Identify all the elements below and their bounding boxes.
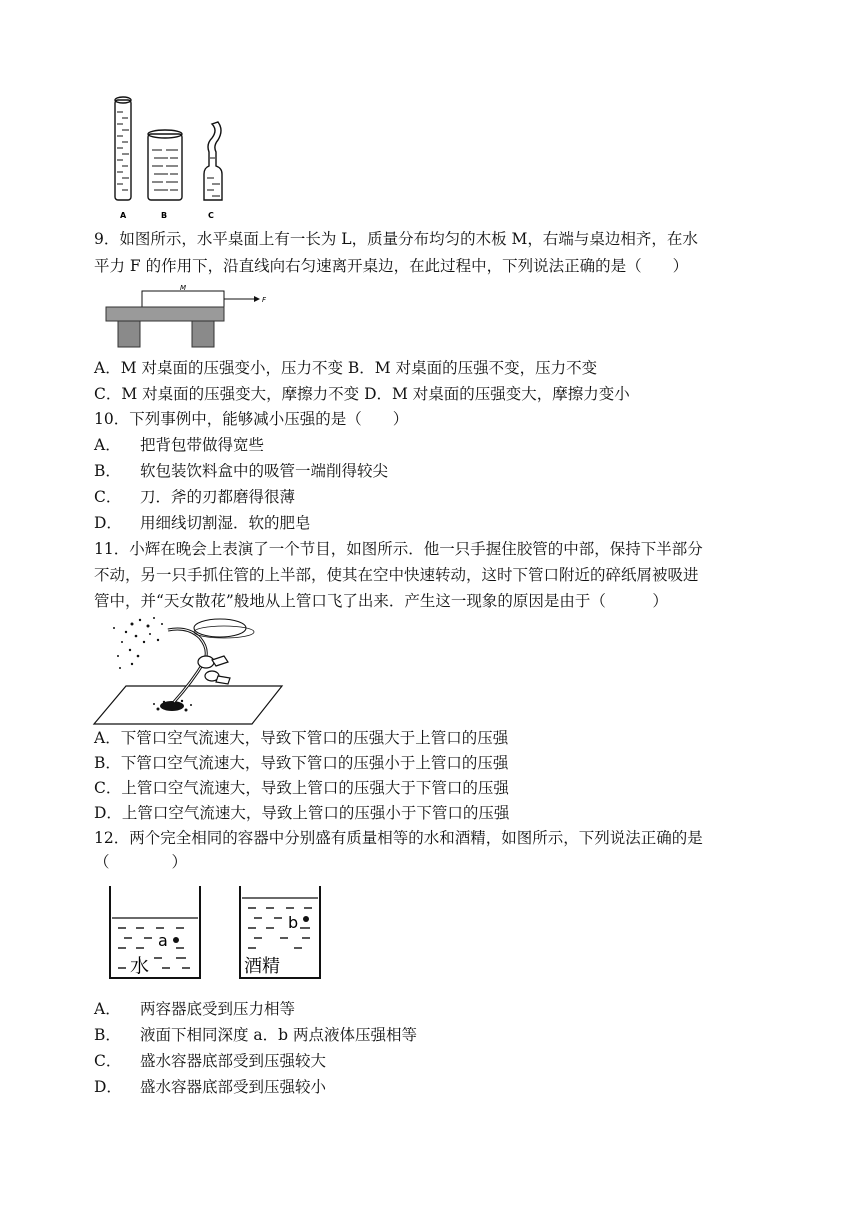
option-text: 两容器底受到压力相等	[140, 1000, 296, 1018]
q10-option-d	[94, 512, 311, 534]
option-text: 用细线切割湿．软的肥皂	[140, 514, 311, 532]
table-top	[106, 307, 224, 321]
option-label: D．	[94, 1078, 122, 1096]
q12-stem-line2: （ ）	[94, 853, 188, 871]
option-text: 把背包带做得宽些	[140, 436, 265, 454]
water-label: 水	[130, 955, 150, 977]
q9-stem-line2: 平力 F 的作用下，沿直线向右匀速离开桌边，在此过程中，下列说法正确的是（ ）	[94, 257, 689, 275]
q11-option-a: A．下管口空气流速大，导致下管口的压强大于上管口的压强	[94, 729, 509, 747]
table-board-figure	[104, 283, 274, 349]
board-m-label: M	[180, 284, 187, 292]
force-label: F	[262, 296, 267, 304]
q11-stem-line1: 11．小辉在晚会上表演了一个节目，如图所示．他一只手握住胶管的中部，保持下半部分	[94, 540, 703, 558]
option-label: B．	[94, 462, 121, 480]
point-b-dot	[303, 916, 309, 922]
tube-label-a: A	[120, 211, 127, 220]
hands	[198, 656, 230, 684]
q10-option-a	[94, 434, 264, 456]
option-label: C．	[94, 488, 122, 506]
q10-stem: 10．下列事例中，能够减小压强的是（ ）	[94, 410, 409, 428]
option-text: 盛水容器底部受到压强较小	[140, 1078, 327, 1096]
option-label: B．	[94, 1026, 121, 1044]
q12-option-d	[94, 1076, 326, 1098]
table-leg-right	[192, 321, 214, 347]
tube-c	[204, 122, 222, 200]
tube-a	[115, 97, 131, 200]
option-label: C．	[94, 1052, 122, 1070]
board-m	[142, 291, 224, 307]
spinning-hose-figure	[92, 612, 284, 726]
water-dashes	[118, 928, 190, 968]
option-text: 刀．斧的刃都磨得很薄	[140, 488, 296, 506]
q9-options-cd: C．M 对桌面的压强变大，摩擦力不变 D．M 对桌面的压强变大，摩擦力变小	[94, 385, 630, 403]
floor-plane	[94, 686, 282, 724]
option-text: 软包装饮料盒中的吸管一端削得较尖	[140, 462, 389, 480]
rotation-swirl-2	[194, 626, 254, 638]
q12-option-b	[94, 1024, 417, 1046]
q11-option-d: D．上管口空气流速大，导致上管口的压强小于下管口的压强	[94, 804, 510, 822]
tubes-figure	[108, 94, 248, 224]
tube-b	[148, 130, 182, 200]
option-text: 盛水容器底部受到压强较大	[140, 1052, 327, 1070]
option-text: 液面下相同深度 a．b 两点液体压强相等	[140, 1026, 418, 1044]
q11-option-b: B．下管口空气流速大，导致下管口的压强小于上管口的压强	[94, 754, 509, 772]
q9-options-ab: A．M 对桌面的压强变小，压力不变 B．M 对桌面的压强不变，压力不变	[94, 359, 598, 377]
q9-stem-line1: 9．如图所示，水平桌面上有一长为 L，质量分布均匀的木板 M，右端与桌边相齐，在水	[94, 230, 698, 248]
q12-option-c	[94, 1050, 326, 1072]
flying-scraps	[113, 617, 163, 669]
containers-figure	[104, 884, 326, 984]
table-leg-left	[118, 321, 140, 347]
option-label: A．	[94, 1000, 121, 1018]
q10-option-c	[94, 486, 295, 508]
alcohol-label: 酒精	[244, 956, 280, 977]
tube-label-c: C	[208, 211, 214, 220]
q11-option-c: C．上管口空气流速大，导致上管口的压强大于下管口的压强	[94, 779, 509, 797]
q12-option-a	[94, 998, 295, 1020]
water-container	[110, 886, 200, 978]
alcohol-dashes	[248, 908, 312, 948]
option-label: D．	[94, 514, 122, 532]
q12-stem-line1: 12．两个完全相同的容器中分别盛有质量相等的水和酒精，如图所示，下列说法正确的是	[94, 829, 703, 847]
option-label: A．	[94, 436, 121, 454]
force-arrow-head	[254, 296, 260, 302]
point-b-label: b	[288, 913, 299, 932]
point-a-dot	[173, 937, 179, 943]
paper-scraps-pile	[153, 700, 192, 712]
point-a-label: a	[158, 931, 168, 950]
q10-option-b	[94, 460, 388, 482]
q11-stem-line3: 管中，并“天女散花”般地从上管口飞了出来．产生这一现象的原因是由于（ ）	[94, 592, 668, 610]
q11-stem-line2: 不动，另一只手抓住管的上半部，使其在空中快速转动，这时下管口附近的碎纸屑被吸进	[94, 566, 699, 584]
tube-label-b: B	[161, 211, 168, 220]
